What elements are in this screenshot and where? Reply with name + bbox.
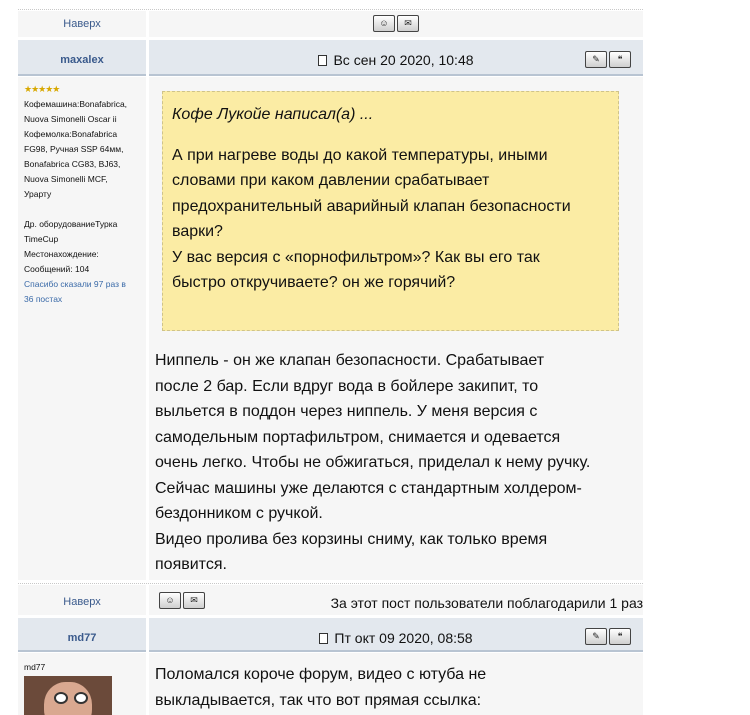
body-line: Видео пролива без корзины сниму, как только время	[155, 530, 548, 548]
post-doc-icon[interactable]	[318, 55, 327, 66]
post-doc-icon[interactable]	[319, 633, 328, 644]
body-line: Сейчас машины уже делаются с стандартным холдером-	[155, 479, 582, 497]
post-date-text: Пт окт 09 2020, 08:58	[334, 630, 473, 646]
post-date-text: Вс сен 20 2020, 10:48	[333, 52, 474, 68]
post-thanks-text: За этот пост пользователи поблагодарили 1 раз	[330, 595, 643, 611]
pm-icon[interactable]: ✉	[397, 15, 419, 32]
post-action-icons	[585, 51, 631, 68]
quote-line: варки?	[172, 223, 223, 240]
profile-line: Кофемолка:Bonafabrica	[24, 129, 118, 139]
footer-icons	[373, 15, 419, 32]
quote-block	[162, 91, 619, 331]
edit-icon[interactable]: ✎	[585, 51, 607, 68]
profile-line	[24, 202, 144, 217]
profile-line: Урарту	[24, 189, 52, 199]
profile-line: FG98, Ручная SSP 64мм,	[24, 144, 124, 154]
profile-thanks-line: 36 постах	[24, 294, 63, 304]
quote-line: А при нагреве воды до какой температуры, иными	[172, 146, 548, 164]
body-line: бездонником с ручкой.	[155, 505, 323, 522]
to-top-link[interactable]: Наверх	[63, 18, 101, 30]
pm-icon[interactable]: ✉	[183, 592, 205, 609]
profile-thanks-link[interactable]	[24, 277, 144, 307]
body-line: Ниппель - он же клапан безопасности. Срабатывает	[155, 352, 545, 369]
divider	[18, 9, 643, 10]
quote-icon[interactable]: ❝	[609, 628, 631, 645]
profile-icon[interactable]: ☺	[373, 15, 395, 32]
body-line: очень легко. Чтобы не обжигаться, приделал к нему ручку.	[155, 454, 591, 471]
profile-line: Местонахождение:	[24, 249, 99, 259]
profile-line: Bonafabrica CG83, BJ63,	[24, 159, 121, 169]
body-line: появится.	[155, 556, 227, 573]
quote-line: У вас версия с «порнофильтром»? Как вы его так	[172, 248, 540, 266]
profile-line: TimeCup	[24, 234, 59, 244]
edit-icon[interactable]: ✎	[585, 628, 607, 645]
profile-line: Nuova Simonelli MCF,	[24, 174, 108, 184]
profile-icon[interactable]: ☺	[159, 592, 181, 609]
profile-thanks-line: Спасибо сказали 97 раз в	[24, 279, 126, 289]
post-body-text	[155, 662, 643, 713]
quote-line: словами при каком давлении срабатывает	[172, 172, 490, 189]
quote-icon[interactable]: ❝	[609, 51, 631, 68]
profile-line: Nuova Simonelli Oscar ii	[24, 114, 117, 124]
body-line: после 2 бар. Если вдруг вода в бойлере закипит, то	[155, 377, 539, 395]
footer-icons	[159, 592, 205, 609]
post-date	[149, 52, 643, 68]
rank-stars-icon: ★★★★★	[24, 84, 60, 94]
quote-author: Кофе Лукойе написал(а) ...	[172, 106, 374, 123]
profile-line: Др. оборудованиеТурка	[24, 219, 118, 229]
body-line: выкладывается, так что вот прямая ссылка:	[155, 691, 482, 709]
profile-line: Кофемашина:Bonafabrica,	[24, 99, 128, 109]
post-date	[149, 630, 643, 646]
post-body-text	[155, 348, 643, 578]
profile-name: md77	[24, 662, 46, 672]
forum-page	[18, 0, 643, 715]
avatar-eye	[74, 692, 88, 704]
quote-line: быстро откручиваете? он же горячий?	[172, 274, 456, 291]
profile-line: Сообщений: 104	[24, 264, 90, 274]
quote-line: предохранительный аварийный клапан безопасности	[172, 197, 571, 215]
profile-details	[24, 97, 144, 277]
post-author-name[interactable]: md77	[67, 632, 97, 644]
divider	[18, 583, 643, 584]
to-top-link[interactable]: Наверх	[63, 596, 101, 608]
avatar-eye	[54, 692, 68, 704]
quote-text	[172, 143, 608, 296]
post-author-profile	[24, 82, 144, 307]
body-line: самодельным портафильтром, снимается и одевается	[155, 428, 561, 446]
avatar	[24, 676, 112, 715]
body-line: выльется в поддон через ниппель. У меня версия с	[155, 403, 538, 420]
post-author-profile	[24, 660, 144, 675]
post-action-icons	[585, 628, 631, 645]
body-line: Поломался короче форум, видео с ютуба не	[155, 666, 487, 683]
post-author-name[interactable]: maxalex	[60, 54, 104, 66]
